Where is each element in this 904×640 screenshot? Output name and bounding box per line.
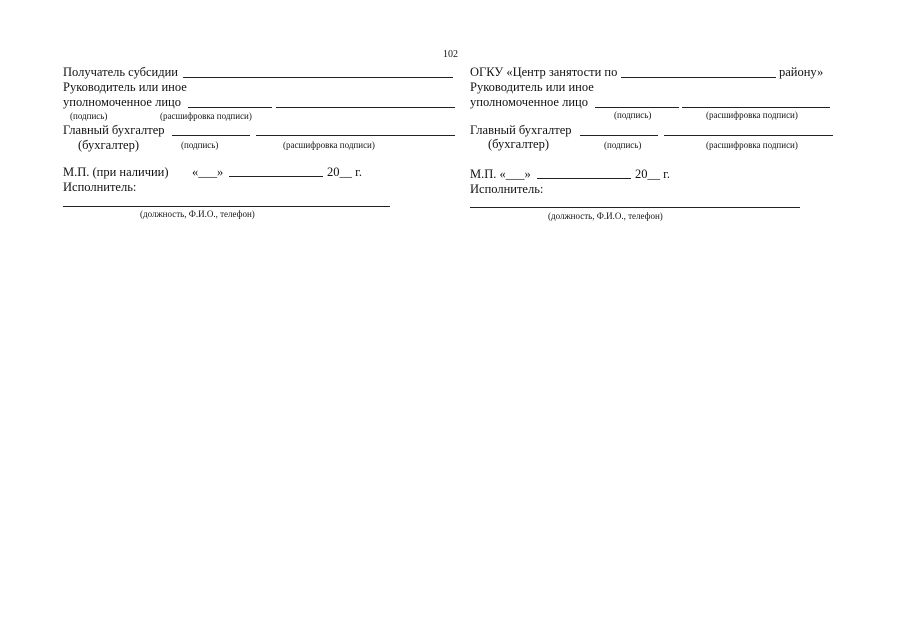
org-name-prefix: ОГКУ «Центр занятости по — [470, 65, 618, 79]
head-label-line1: Руководитель или иное — [470, 80, 594, 94]
head-signature-line — [188, 107, 272, 108]
year-label: 20__ г. — [327, 165, 362, 179]
page-number: 102 — [443, 49, 458, 60]
head-label-line2: уполномоченное лицо — [63, 95, 181, 109]
seal-label: М.П. (при наличии) — [63, 165, 169, 179]
year-label: 20__ г. — [635, 167, 670, 181]
executor-caption: (должность, Ф.И.О., телефон) — [548, 211, 663, 221]
chief-decode-caption: (расшифровка подписи) — [706, 140, 798, 150]
date-month-line — [229, 176, 323, 177]
district-line — [621, 77, 776, 78]
chief-accountant-label-line2: (бухгалтер) — [78, 138, 139, 152]
chief-signature-line — [580, 135, 658, 136]
executor-line — [63, 206, 390, 207]
recipient-label: Получатель субсидии — [63, 65, 178, 79]
chief-accountant-label-line1: Главный бухгалтер — [63, 123, 165, 137]
date-month-line — [537, 178, 631, 179]
head-label-line2: уполномоченное лицо — [470, 95, 588, 109]
executor-line — [470, 207, 800, 208]
executor-label: Исполнитель: — [63, 180, 137, 194]
chief-decode-line — [664, 135, 833, 136]
seal-date-label: М.П. «___» — [470, 167, 531, 181]
chief-signature-line — [172, 135, 250, 136]
head-signature-line — [595, 107, 679, 108]
head-label-line1: Руководитель или иное — [63, 80, 187, 94]
chief-signature-caption: (подпись) — [604, 140, 642, 150]
recipient-name-line — [183, 77, 453, 78]
chief-signature-caption: (подпись) — [181, 140, 219, 150]
date-day-field: «___» — [192, 165, 224, 179]
chief-decode-line — [256, 135, 455, 136]
head-decode-line — [276, 107, 455, 108]
executor-caption: (должность, Ф.И.О., телефон) — [140, 209, 255, 219]
head-signature-caption: (подпись) — [614, 110, 652, 120]
chief-decode-caption: (расшифровка подписи) — [283, 140, 375, 150]
head-decode-caption: (расшифровка подписи) — [706, 110, 798, 120]
head-decode-line — [682, 107, 830, 108]
chief-accountant-label-line2: (бухгалтер) — [488, 137, 549, 151]
executor-label: Исполнитель: — [470, 182, 544, 196]
chief-accountant-label-line1: Главный бухгалтер — [470, 123, 572, 137]
head-signature-caption: (подпись) — [70, 111, 108, 121]
org-name-suffix: району» — [779, 65, 824, 79]
head-decode-caption: (расшифровка подписи) — [160, 111, 252, 121]
